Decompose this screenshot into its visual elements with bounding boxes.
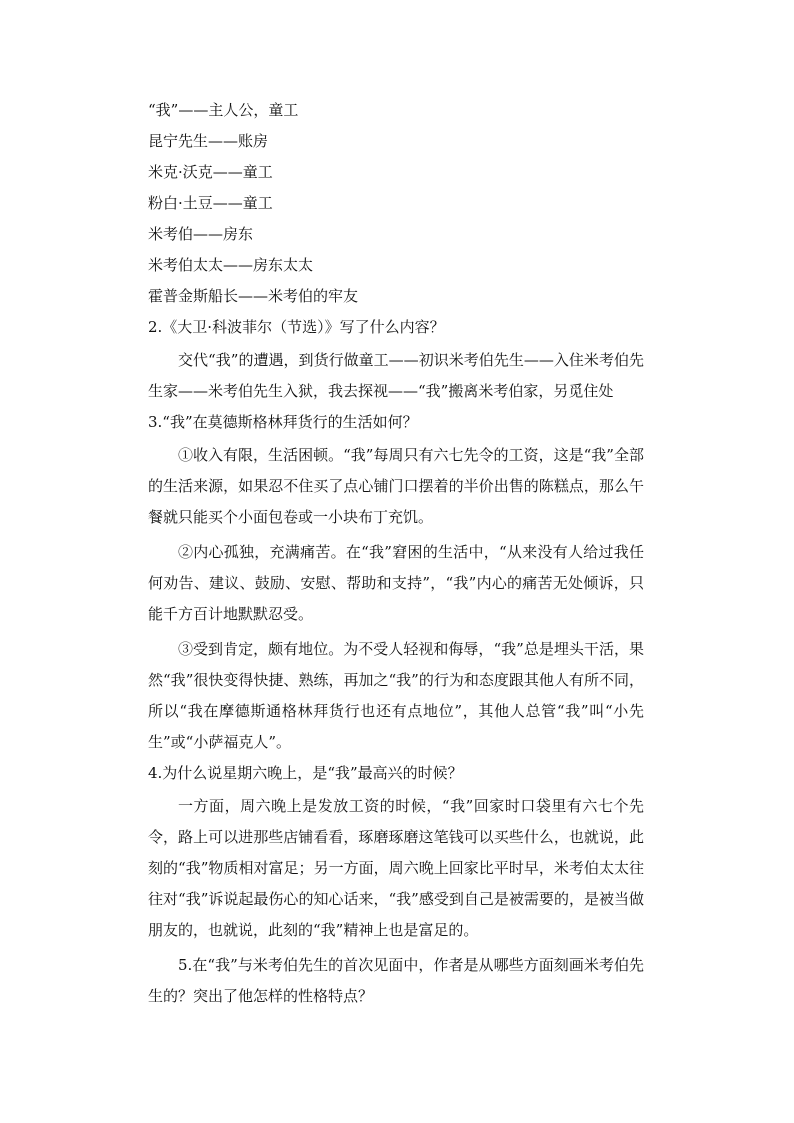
character-item: 昆宁先生——账房 — [148, 132, 269, 150]
character-item: 米考伯太太——房东太太 — [148, 256, 314, 274]
character-item: “我”——主人公，童工 — [148, 101, 299, 119]
answer-2: 交代“我”的遭遇，到货行做童工——初识米考伯先生——入住米考伯先生家——米考伯先生入狱，我去探视——“我”搬离米考伯家，另觅住处 — [148, 351, 644, 400]
answer-3-point-1: ①收入有限，生活困顿。“我”每周只有六七先令的工资，这是“我”全部的生活来源，如果忍不住买了点心铺门口摆着的半价出售的陈糕点，那么午餐就只能买个小面包卷或一小块布丁充饥。 — [148, 446, 644, 526]
answer-3-point-3: ③受到肯定，颇有地位。为不受人轻视和侮辱，“我”总是埋头干活，果然“我”很快变得快捷、熟练，再加之“我”的行为和态度跟其他人有所不同，所以“我在摩德斯通格林拜货行也还有点地位”，其他人总管“我”叫“小先生”或“小萨福克人”。 — [148, 640, 644, 751]
character-item: 米克·沃克——童工 — [148, 163, 273, 181]
character-item: 米考伯——房东 — [148, 225, 254, 243]
character-item: 粉白·土豆——童工 — [148, 194, 273, 212]
character-list — [148, 99, 644, 316]
question-3: 3.“我”在莫德斯格林拜货行的生活如何？ — [148, 413, 418, 431]
answer-3-point-2: ②内心孤独，充满痛苦。在“我”窘困的生活中，“从来没有人给过我任何劝告、建议、鼓励、安慰、帮助和支持”，“我”内心的痛苦无处倾诉，只能千方百计地默默忍受。 — [148, 543, 644, 623]
character-item: 霍普金斯船长——米考伯的牢友 — [148, 287, 359, 305]
question-4: 4.为什么说星期六晚上，是“我”最高兴的时候？ — [148, 764, 463, 782]
question-2: 2.《大卫·科波菲尔（节选）》写了什么内容？ — [148, 318, 445, 336]
answer-4: 一方面，周六晚上是发放工资的时候，“我”回家时口袋里有六七个先令，路上可以进那些店铺看看，琢磨琢磨这笔钱可以买些什么，也就说，此刻的“我”物质相对富足；另一方面，周六晚上回家比平时早，米考伯太太往往对“我”诉说起最伤心的知心话来，“我”感受到自己是被需要的，是被当做朋友的，也就说，此刻的“我”精神上也是富足的。 — [148, 797, 644, 939]
question-5: 5.在“我”与米考伯先生的首次见面中，作者是从哪些方面刻画米考伯先生的？突出了他怎样的性格特点？ — [148, 956, 644, 1005]
document-body — [148, 99, 644, 1012]
